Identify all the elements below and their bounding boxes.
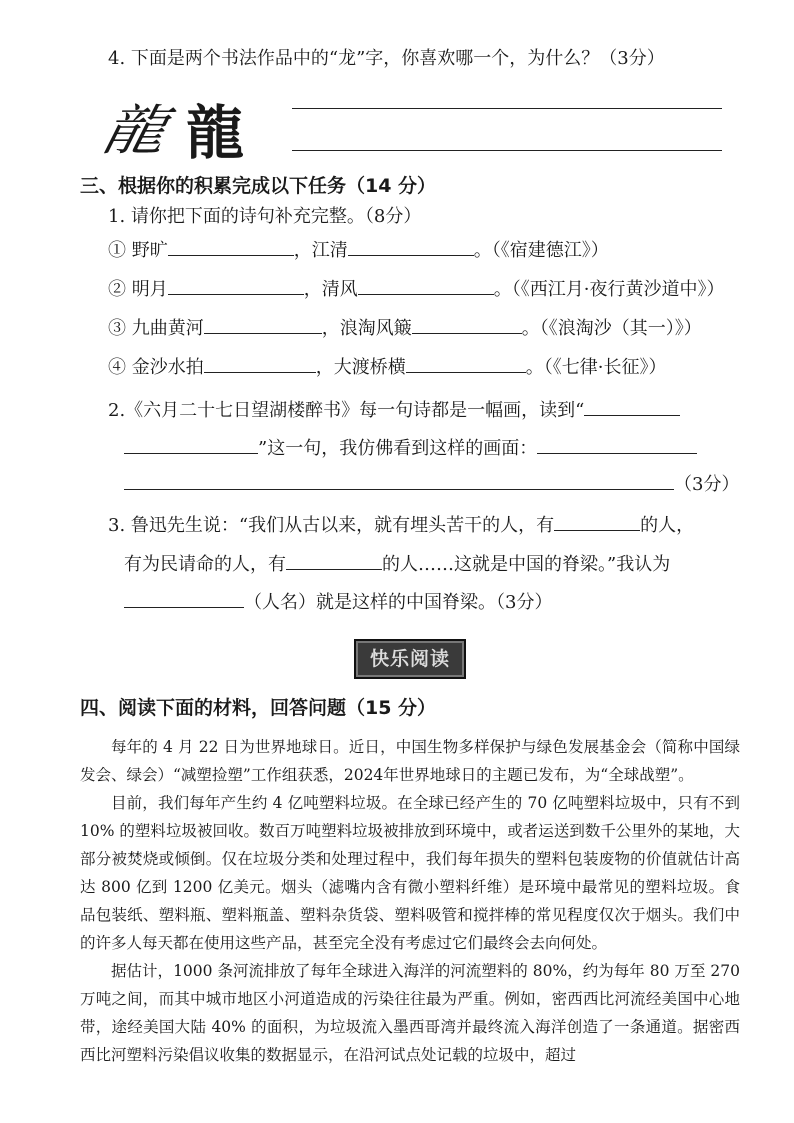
poem-line-1: ① 野旷 ，江清 。（《宿建德江》） <box>108 236 609 262</box>
answer-blank[interactable] <box>124 435 258 454</box>
answer-blank[interactable] <box>537 435 697 454</box>
q3-3-line3: （人名）就是这样的中国脊梁。（3分） <box>124 588 552 614</box>
answer-blank[interactable] <box>286 551 382 570</box>
poem-blank[interactable] <box>406 354 526 373</box>
answer-line-q4-2[interactable] <box>292 150 722 151</box>
q3-3-line2: 有为民请命的人，有 的人……这就是中国的脊梁。”我认为 <box>124 550 670 576</box>
paragraph: 每年的 4 月 22 日为世界地球日。近日，中国生物多样保护与绿色发展基金会（简称中国绿发会、绿会）“减塑捡塑”工作组获悉，2024年世界地球日的主题已发布，为“全球战塑”。 <box>80 738 740 784</box>
q3-1-text: 1. 请你把下面的诗句补充完整。（8分） <box>108 206 422 227</box>
section3-heading: 三、根据你的积累完成以下任务（14 分） <box>80 175 437 197</box>
poem-line-2: ② 明月 ，清风 。（《西江月·夜行黄沙道中》） <box>108 275 724 301</box>
calligraphy-regular-dragon <box>186 86 246 170</box>
answer-blank[interactable] <box>124 471 674 490</box>
poem-blank[interactable] <box>412 315 522 334</box>
answer-blank[interactable] <box>554 512 640 531</box>
poem-blank[interactable] <box>168 276 304 295</box>
paragraph: 据估计，1000 条河流排放了每年全球进入海洋的河流塑料的 80%，约为每年 80 万至 270 万吨之间，而其中城市地区小河道造成的污染往往最为严重。例如，密西西比河流经美国中心地带，途经美国大陆 40% 的面积，为垃圾流入墨西哥湾并最终流入海洋创造了一条通道。据密西西比河塑料污染倡议收集的数据显示，在沿河试点处记载的垃圾中，超过 <box>80 962 740 1064</box>
poem-blank[interactable] <box>168 237 294 256</box>
q3-2-line1: 2.《六月二十七日望湖楼醉书》每一句诗都是一幅画，读到“ <box>108 396 680 422</box>
answer-blank[interactable] <box>584 397 680 416</box>
poem-line-3: ③ 九曲黄河 ，浪淘风簸 。（《浪淘沙（其一）》） <box>108 314 702 340</box>
answer-line-q4-1[interactable] <box>292 108 722 109</box>
poem-blank[interactable] <box>204 315 322 334</box>
cursive-dragon-glyph: 龍 <box>96 99 166 162</box>
q3-3-line1: 3. 鲁迅先生说：“我们从古以来，就有埋头苦干的人，有 的人， <box>108 511 694 537</box>
poem-blank[interactable] <box>204 354 316 373</box>
q4-text: 4. 下面是两个书法作品中的“龙”字，你喜欢哪一个，为什么？（3分） <box>108 48 665 69</box>
regular-dragon-glyph: 龍 <box>186 99 247 167</box>
answer-blank[interactable] <box>124 589 244 608</box>
poem-blank[interactable] <box>348 237 474 256</box>
paragraph: 目前，我们每年产生约 4 亿吨塑料垃圾。在全球已经产生的 70 亿吨塑料垃圾中，只有不到 10% 的塑料垃圾被回收。数百万吨塑料垃圾被排放到环境中，或者运送到数千公里外的某地，大部分被焚烧或倾倒。仅在垃圾分类和处理过程中，我们每年损失的塑料包装废物的价值就估计高达 800 亿到 1200 亿美元。烟头（滤嘴内含有微小塑料纤维）是环境中最常见的塑料垃圾。食品包装纸、塑料瓶、塑料瓶盖、塑料杂货袋、塑料吸管和搅拌棒的常见程度仅次于烟头。我们中的许多人每天都在使用这些产品，甚至完全没有考虑过它们最终会去向何处。 <box>80 794 740 952</box>
q3-2-line2: ”这一句，我仿佛看到这样的画面： <box>124 434 697 460</box>
q3-2-line3: （3分） <box>124 470 739 496</box>
poem-line-4: ④ 金沙水拍 ，大渡桥横 。（《七律·长征》） <box>108 353 666 379</box>
reading-banner: 快乐阅读 <box>354 639 466 679</box>
poem-blank[interactable] <box>358 276 494 295</box>
section4-heading: 四、阅读下面的材料，回答问题（15 分） <box>80 697 437 719</box>
reading-passage <box>80 733 740 1069</box>
calligraphy-cursive-dragon <box>96 88 166 165</box>
